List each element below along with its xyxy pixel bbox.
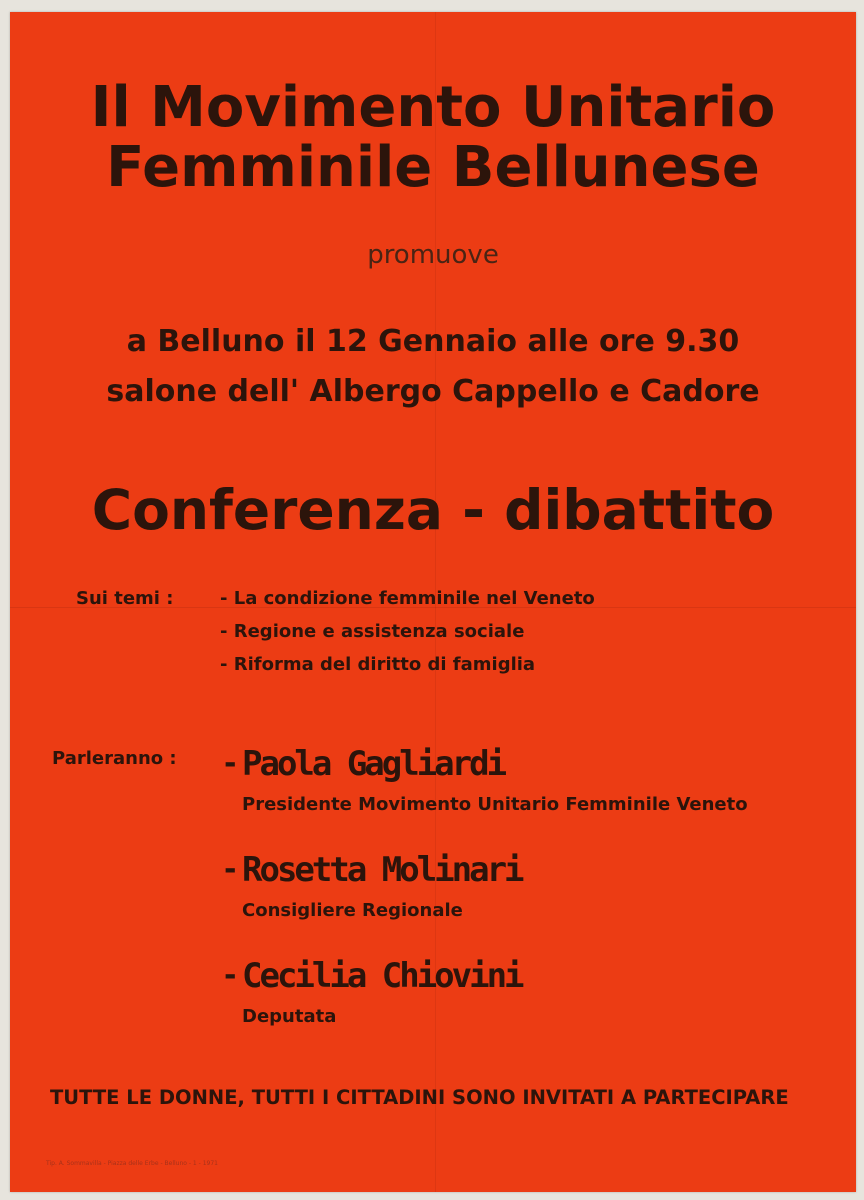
poster — [10, 12, 856, 1192]
speaker-dash: - — [224, 746, 237, 781]
event-title: Conferenza - dibattito — [91, 478, 775, 542]
speaker-dash: - — [224, 852, 237, 887]
invitation-footer: TUTTE LE DONNE, TUTTI I CITTADINI SONO INVITATI A PARTECIPARE — [50, 1086, 789, 1109]
speaker-name: Rosetta Molinari — [242, 850, 522, 890]
speakers-label: Parleranno : — [52, 748, 177, 769]
event-venue-line: salone dell' Albergo Cappello e Cadore — [106, 374, 760, 409]
theme-item: - La condizione femminile nel Veneto — [220, 588, 595, 609]
poster-title-line-2: Femminile Bellunese — [106, 135, 760, 200]
theme-item: - Regione e assistenza sociale — [220, 621, 525, 642]
theme-item: - Riforma del diritto di famiglia — [220, 654, 536, 675]
poster-title-line-1: Il Movimento Unitario — [90, 75, 776, 140]
event-date-line: a Belluno il 12 Gennaio alle ore 9.30 — [126, 324, 740, 359]
speaker-dash: - — [224, 958, 237, 993]
printer-imprint: Tip. A. Sommavilla - Piazza delle Erbe - Belluno - 1 - 1971 — [46, 1160, 218, 1167]
speaker-name: Cecilia Chiovini — [242, 956, 522, 996]
promuove-text: promuove — [367, 240, 499, 270]
speaker-role: Deputata — [242, 1006, 337, 1027]
speaker-name: Paola Gagliardi — [242, 744, 505, 784]
speaker-role: Presidente Movimento Unitario Femminile Veneto — [242, 794, 748, 815]
themes-label: Sui temi : — [76, 588, 174, 609]
speaker-role: Consigliere Regionale — [242, 900, 463, 921]
